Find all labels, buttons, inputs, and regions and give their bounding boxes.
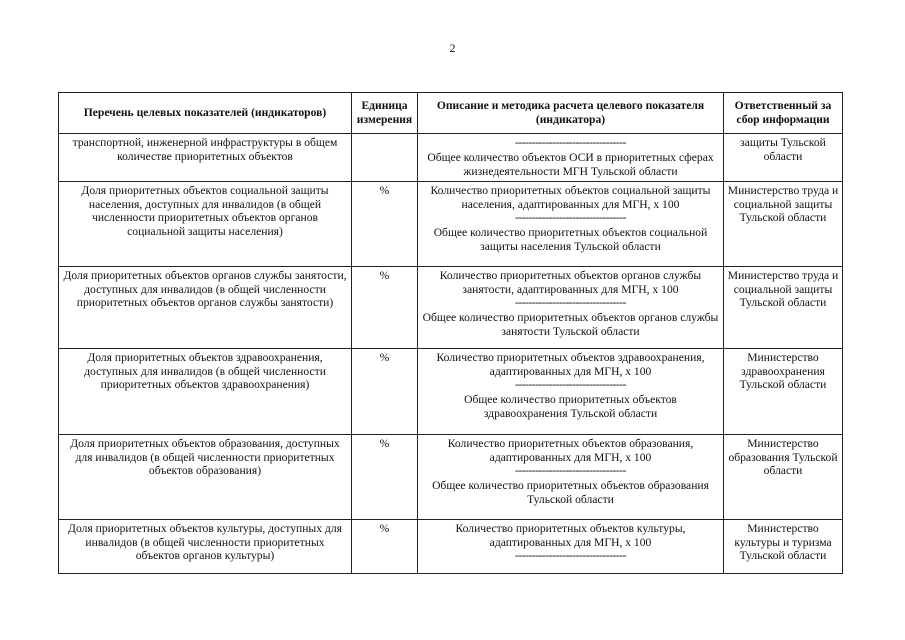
- responsible-cell: Министерство труда и социальной защиты Тульской области: [724, 267, 843, 349]
- method-cell: [418, 435, 724, 520]
- denominator-text: Общее количество приоритетных объектов здравоохранения Тульской области: [464, 393, 677, 420]
- indicator-cell: Доля приоритетных объектов образования, доступных для инвалидов (в общей численности приоритетных объектов образования): [59, 435, 352, 520]
- method-cell: [418, 134, 724, 182]
- indicator-cell: Доля приоритетных объектов социальной защиты населения, доступных для инвалидов (в общей численности приоритетных объектов органов социальной защиты населения): [59, 182, 352, 267]
- table-row: [59, 134, 843, 182]
- method-cell: [418, 520, 724, 574]
- denominator-text: Общее количество приоритетных объектов социальной защиты населения Тульской области: [433, 226, 708, 253]
- method-cell: [418, 182, 724, 267]
- responsible-cell: защиты Тульской области: [724, 134, 843, 182]
- table-row: [59, 182, 843, 267]
- denominator-text: Общее количество приоритетных объектов органов службы занятости Тульской области: [422, 311, 719, 338]
- indicator-cell: Доля приоритетных объектов органов службы занятости, доступных для инвалидов (в общей численности приоритетных объектов органов службы занятости): [59, 267, 352, 349]
- numerator-text: Количество приоритетных объектов здравоохранения, адаптированных для МГН, х 100: [436, 351, 705, 378]
- header-method: Описание и методика расчета целевого показателя (индикатора): [418, 93, 724, 134]
- fraction-divider: ---------------------------------: [515, 296, 626, 310]
- numerator-text: Количество приоритетных объектов культуры, адаптированных для МГН, х 100: [455, 522, 686, 549]
- fraction-divider: ---------------------------------: [515, 211, 626, 225]
- table-header-row: [59, 93, 843, 134]
- fraction-divider: ---------------------------------: [515, 549, 626, 563]
- responsible-cell: Министерство культуры и туризма Тульской области: [724, 520, 843, 574]
- table-row: [59, 267, 843, 349]
- indicator-cell: транспортной, инженерной инфраструктуры в общем количестве приоритетных объектов: [59, 134, 352, 182]
- unit-cell: [352, 134, 418, 182]
- indicator-cell: Доля приоритетных объектов здравоохранения, доступных для инвалидов (в общей численности приоритетных объектов здравоохранения): [59, 349, 352, 435]
- unit-cell: %: [352, 182, 418, 267]
- unit-cell: %: [352, 435, 418, 520]
- fraction-divider: ---------------------------------: [515, 378, 626, 392]
- method-cell: [418, 349, 724, 435]
- page-number: 2: [449, 41, 456, 55]
- fraction-divider: ---------------------------------: [515, 136, 626, 149]
- unit-cell: %: [352, 267, 418, 349]
- unit-cell: %: [352, 349, 418, 435]
- indicators-table: [58, 92, 843, 574]
- indicator-cell: Доля приоритетных объектов культуры, доступных для инвалидов (в общей численности приоритетных объектов органов культуры): [59, 520, 352, 574]
- responsible-cell: Министерство труда и социальной защиты Тульской области: [724, 182, 843, 267]
- denominator-text: Общее количество объектов ОСИ в приоритетных сферах жизнедеятельности МГН Тульской области: [427, 151, 714, 178]
- header-unit: Единица измерения: [352, 93, 418, 134]
- numerator-text: Количество приоритетных объектов социальной защиты населения, адаптированных для МГН, х 100: [430, 184, 711, 211]
- table-row: [59, 520, 843, 574]
- method-cell: [418, 267, 724, 349]
- fraction-divider: ---------------------------------: [515, 464, 626, 478]
- header-indicators: Перечень целевых показателей (индикаторов): [59, 93, 352, 134]
- header-responsible: Ответственный за сбор информации: [724, 93, 843, 134]
- responsible-cell: Министерство здравоохранения Тульской области: [724, 349, 843, 435]
- denominator-text: Общее количество приоритетных объектов образования Тульской области: [432, 479, 709, 506]
- responsible-cell: Министерство образования Тульской области: [724, 435, 843, 520]
- numerator-text: Количество приоритетных объектов образования, адаптированных для МГН, х 100: [447, 437, 694, 464]
- table-row: [59, 435, 843, 520]
- numerator-text: Количество приоритетных объектов органов службы занятости, адаптированных для МГН, х 100: [439, 269, 702, 296]
- unit-cell: %: [352, 520, 418, 574]
- table-row: [59, 349, 843, 435]
